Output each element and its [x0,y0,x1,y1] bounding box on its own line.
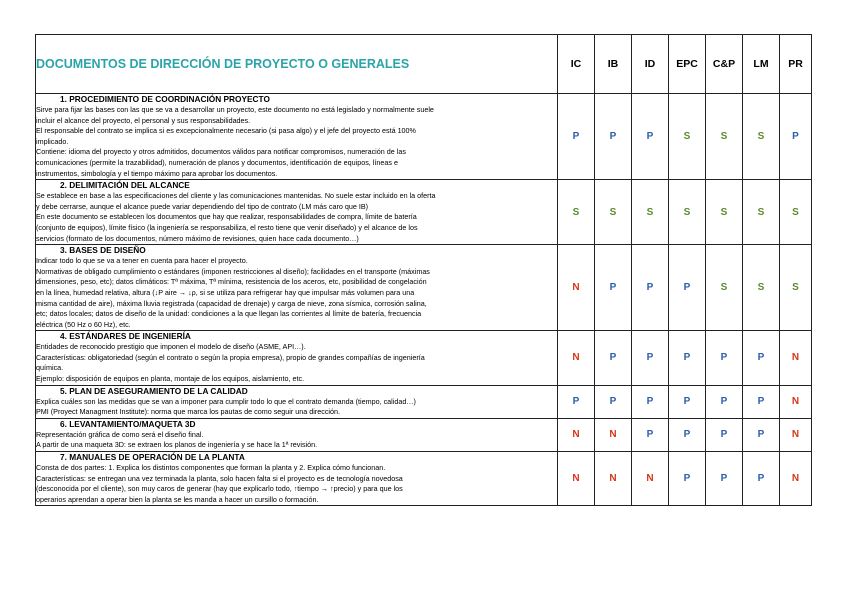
description-line: misma cantidad de aire), máxima lluvia registrada (capacidad de drenaje) y carga de nieve, zona sísmica, corrosión salina, [36,298,427,308]
role-value-pr: N [780,418,812,451]
section-title: 6. LEVANTAMIENTO/MAQUETA 3D [60,418,196,429]
description-line: servicios (formato de los documentos, número máximo de revisiones, quien hace cada documento…) [36,233,359,243]
documents-matrix-table [35,34,812,506]
description-line: (desconocida por el cliente), son muy caros de generar (hay que explicarlo todo, ↑tiempo → ↑precio) y para que los [36,484,403,494]
document-row [36,385,812,418]
role-value-epc: S [669,94,706,180]
role-value-ib: P [595,331,632,385]
role-value-id: P [632,418,669,451]
role-value-cp: P [706,331,743,385]
role-value-ib: P [595,385,632,418]
role-value-pr: N [780,452,812,506]
role-value-id: P [632,245,669,331]
description-line: A partir de una maqueta 3D: se extraen los planos de ingeniería y se hace la 1ª revisión. [36,440,318,450]
description-line: implicado. [36,136,69,146]
role-value-lm: P [743,331,780,385]
column-header-ib: IB [595,35,632,94]
header-row [36,35,812,94]
role-value-ib: N [595,418,632,451]
document-row [36,245,812,331]
column-header-cp: C&P [706,35,743,94]
section-title: 4. ESTÁNDARES DE INGENIERÍA [60,331,191,342]
role-value-ib: N [595,452,632,506]
role-value-ib: S [595,180,632,245]
role-value-epc: S [669,180,706,245]
document-description [36,245,558,331]
role-value-ic: N [558,452,595,506]
description-line: Sirve para fijar las bases con las que se va a desarrollar un proyecto, este documento no está legislado y normalmente suele [36,105,434,114]
description-line: En este documento se establecen los documentos que hay que realizar, responsabilidades de compra, límite de batería [36,212,417,222]
role-value-epc: P [669,418,706,451]
description-line: y debe cerrarse, aunque el alcance puede variar dependiendo del tipo de contrato (LM más caro que IB) [36,201,369,211]
role-value-lm: S [743,94,780,180]
description-line: dimensiones, peso, etc); datos climáticos: Tª máxima, Tª mínima, resistencia de los aceros, etc, posibilidad de congelación [36,277,427,287]
role-value-ib: P [595,94,632,180]
column-header-lm: LM [743,35,780,94]
column-header-epc: EPC [669,35,706,94]
document-row [36,180,812,245]
role-value-ic: N [558,245,595,331]
role-value-cp: P [706,385,743,418]
role-value-pr: S [780,245,812,331]
role-value-ic: P [558,94,595,180]
section-title: 2. DELIMITACIÓN DEL ALCANCE [60,180,190,191]
role-value-id: P [632,331,669,385]
section-title: 1. PROCEDIMIENTO DE COORDINACIÓN PROYECTO [60,94,270,104]
document-description [36,452,558,506]
role-value-id: S [632,180,669,245]
description-line: Consta de dos partes: 1. Explica los distintos componentes que forman la planta y 2. Explica cómo funcionan. [36,463,386,473]
role-value-lm: P [743,418,780,451]
column-header-id: ID [632,35,669,94]
document-description [36,385,558,418]
role-value-id: P [632,385,669,418]
role-value-cp: P [706,418,743,451]
role-value-ib: P [595,245,632,331]
role-value-epc: P [669,331,706,385]
description-line: PMI (Proyect Managment Institute): norma que marca los pautas de como seguir una dirección. [36,407,341,417]
description-line: Contiene: idioma del proyecto y otros admitidos, documentos válidos para notificar compromisos, numeración de las [36,147,406,157]
role-value-ic: S [558,180,595,245]
section-title: 5. PLAN DE ASEGURAMIENTO DE LA CALIDAD [60,385,248,396]
document-description [36,94,558,180]
description-line: Representación gráfica de como será el diseño final. [36,429,204,439]
document-row [36,331,812,385]
role-value-id: N [632,452,669,506]
section-title: 7. MANUALES DE OPERACIÓN DE LA PLANTA [60,452,245,463]
document-row [36,452,812,506]
description-line: química. [36,363,64,373]
role-value-ic: N [558,331,595,385]
description-line: Ejemplo: disposición de equipos en planta, montaje de los equipos, aislamiento, etc. [36,374,305,384]
role-value-pr: N [780,385,812,418]
role-value-cp: S [706,245,743,331]
description-line: operarios aprendan a operar bien la planta se les manda a hacer un cursillo o formación. [36,494,319,504]
column-header-pr: PR [780,35,812,94]
role-value-pr: N [780,331,812,385]
role-value-lm: P [743,452,780,506]
description-line: Se establece en base a las especificaciones del cliente y las comunicaciones mantenidas. No suele estar incluido en la oferta [36,191,436,201]
description-line: comunicaciones (permite la trazabilidad), numeración de planos y documentos, identificación de equipos, líneas e [36,157,398,167]
role-value-pr: S [780,180,812,245]
document-row [36,418,812,451]
description-line: incluir el alcance del proyecto, el personal y sus responsabilidades. [36,115,251,125]
description-line: Indicar todo lo que se va a tener en cuenta para hacer el proyecto. [36,256,248,266]
description-line: El responsable del contrato se implica si es excepcionalmente necesario (si pasa algo) y el jefe del proyecto está 100% [36,126,416,136]
document-row [36,94,812,180]
role-value-lm: P [743,385,780,418]
role-value-pr: P [780,94,812,180]
role-value-cp: S [706,180,743,245]
section-title: 3. BASES DE DISEÑO [60,245,146,256]
role-value-lm: S [743,245,780,331]
description-line: Normativas de obligado cumplimiento o estándares (imponen restricciones al diseño); facilidades en el transporte (máximas [36,266,430,276]
document-description [36,180,558,245]
description-line: etc; datos locales; datos de diseño de la unidad: condiciones a la que llegan las corrientes al límite de batería, frecuencia [36,309,422,319]
role-value-ic: N [558,418,595,451]
role-value-epc: P [669,245,706,331]
role-value-id: P [632,94,669,180]
description-line: Explica cuáles son las medidas que se van a imponer para cumplir todo lo que el contrato demanda (tiempo, calidad…) [36,396,416,406]
role-value-epc: P [669,452,706,506]
document-description [36,418,558,451]
column-header-ic: IC [558,35,595,94]
description-line: eléctrica (50 Hz o 60 Hz), etc. [36,319,131,329]
page-title: DOCUMENTOS DE DIRECCIÓN DE PROYECTO O GENERALES [36,35,558,94]
description-line: en la línea, humedad relativa, altura (↓P aire → ↓ρ, si se utiliza para refrigerar hay que impulsar más volumen para una [36,287,415,297]
document-description [36,331,558,385]
description-line: instrumentos, simbología y el tiempo máximo para aprobar los documentos. [36,168,278,178]
description-line: Características: obligatoriedad (según el contrato o según la propia empresa), propio de grandes compañías de ingeniería [36,352,425,362]
role-value-epc: P [669,385,706,418]
description-line: (conjunto de equipos), límite físico (la ingeniería se responsabiliza, el resto tiene que venir diseñado) y el alcance de los [36,222,418,232]
description-line: Entidades de reconocido prestigio que imponen el modelo de diseño (ASME, API…). [36,342,306,352]
description-line: Características: se entregan una vez terminada la planta, solo hacen falta si el proyecto es de tecnología novedosa [36,473,403,483]
role-value-cp: P [706,452,743,506]
role-value-cp: S [706,94,743,180]
role-value-ic: P [558,385,595,418]
role-value-lm: S [743,180,780,245]
